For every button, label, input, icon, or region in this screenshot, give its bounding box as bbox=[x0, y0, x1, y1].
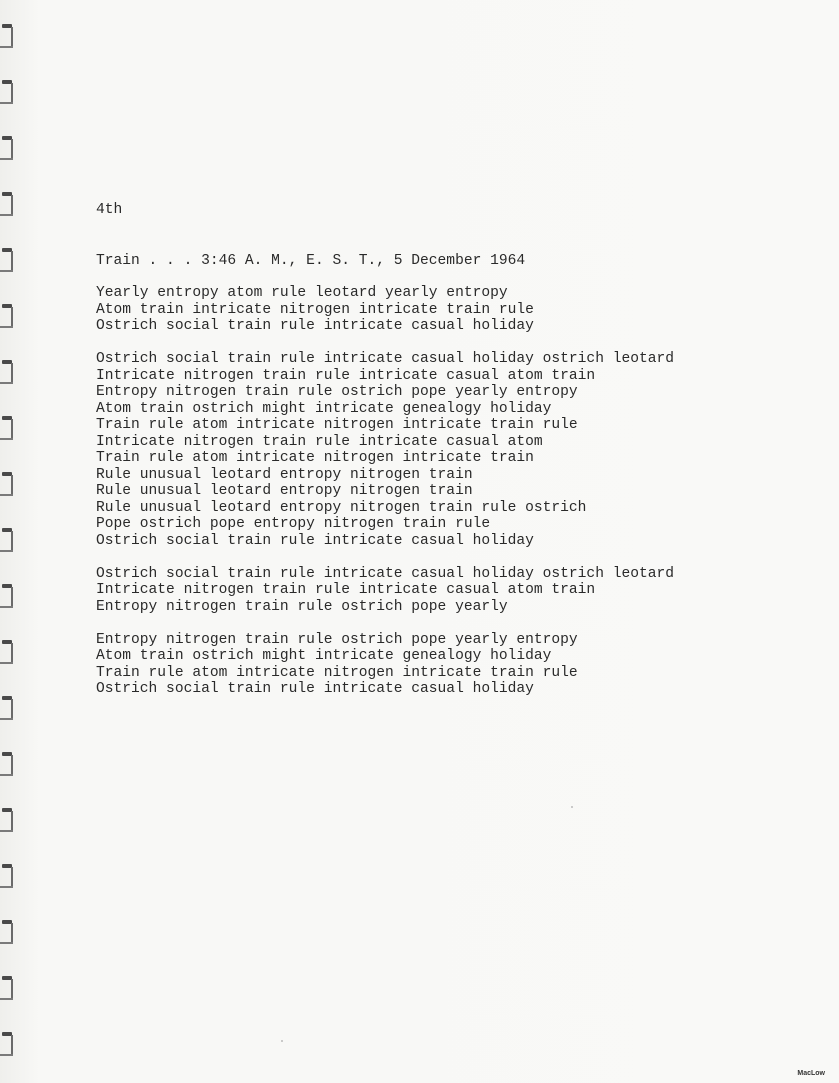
credit-label: MacLow bbox=[797, 1070, 825, 1077]
poem-line: Entropy nitrogen train rule ostrich pope yearly entropy bbox=[96, 631, 578, 648]
stanza bbox=[96, 632, 674, 698]
binding-ring bbox=[0, 976, 14, 1000]
poem-line: Yearly entropy atom rule leotard yearly entropy bbox=[96, 285, 508, 301]
binding-ring bbox=[0, 528, 14, 552]
poem-line: Intricate nitrogen train rule intricate casual atom bbox=[96, 433, 543, 450]
poem-title-line: Train . . . 3:46 A. M., E. S. T., 5 December 1964 bbox=[96, 253, 526, 269]
paper-speck bbox=[281, 1040, 283, 1042]
binding-ring bbox=[0, 920, 14, 944]
binding-ring bbox=[0, 640, 14, 664]
binding-ring bbox=[0, 248, 14, 272]
poem-line: Rule unusual leotard entropy nitrogen train bbox=[96, 483, 473, 499]
binding-ring bbox=[0, 1032, 14, 1056]
poem-line: Atom train ostrich might intricate genealogy holiday bbox=[96, 648, 552, 664]
poem-line: Rule unusual leotard entropy nitrogen train bbox=[96, 466, 473, 483]
stanza bbox=[96, 285, 674, 335]
binding-ring bbox=[0, 24, 14, 48]
binding-ring bbox=[0, 416, 14, 440]
binding-ring bbox=[0, 80, 14, 104]
paper-speck bbox=[571, 806, 573, 808]
binding-ring bbox=[0, 192, 14, 216]
poem-line: Ostrich social train rule intricate casual holiday bbox=[96, 681, 534, 697]
binding-ring bbox=[0, 472, 14, 496]
poem-line: Atom train ostrich might intricate genealogy holiday bbox=[96, 400, 552, 417]
poem-line: Rule unusual leotard entropy nitrogen train rule ostrich bbox=[96, 499, 587, 516]
poem-line: Intricate nitrogen train rule intricate casual atom train bbox=[96, 582, 596, 598]
poem-body bbox=[96, 285, 674, 714]
poem-line: Ostrich social train rule intricate casual holiday ostrich leotard bbox=[96, 565, 675, 582]
poem-line: Entropy nitrogen train rule ostrich pope yearly entropy bbox=[96, 384, 578, 400]
stanza bbox=[96, 566, 674, 616]
poem-heading bbox=[96, 168, 525, 304]
binding-ring bbox=[0, 360, 14, 384]
binding-ring bbox=[0, 136, 14, 160]
poem-line: Ostrich social train rule intricate casual holiday bbox=[96, 318, 534, 334]
binding-ring bbox=[0, 808, 14, 832]
binding-ring bbox=[0, 864, 14, 888]
poem-line: Atom train intricate nitrogen intricate train rule bbox=[96, 301, 534, 318]
binding-ring bbox=[0, 584, 14, 608]
poem-line: Train rule atom intricate nitrogen intricate train rule bbox=[96, 664, 578, 681]
poem-number: 4th bbox=[96, 202, 123, 218]
poem-line: Ostrich social train rule intricate casual holiday ostrich leotard bbox=[96, 351, 675, 367]
binding-ring bbox=[0, 304, 14, 328]
stanza bbox=[96, 351, 674, 549]
poem-line: Pope ostrich pope entropy nitrogen train rule bbox=[96, 516, 491, 532]
binding-ring bbox=[0, 752, 14, 776]
poem-line: Ostrich social train rule intricate casual holiday bbox=[96, 532, 534, 549]
poem-line: Train rule atom intricate nitrogen intricate train rule bbox=[96, 417, 578, 433]
poem-line: Train rule atom intricate nitrogen intricate train bbox=[96, 450, 534, 466]
binding-ring bbox=[0, 696, 14, 720]
poem-line: Intricate nitrogen train rule intricate casual atom train bbox=[96, 367, 596, 384]
poem-line: Entropy nitrogen train rule ostrich pope yearly bbox=[96, 598, 508, 615]
